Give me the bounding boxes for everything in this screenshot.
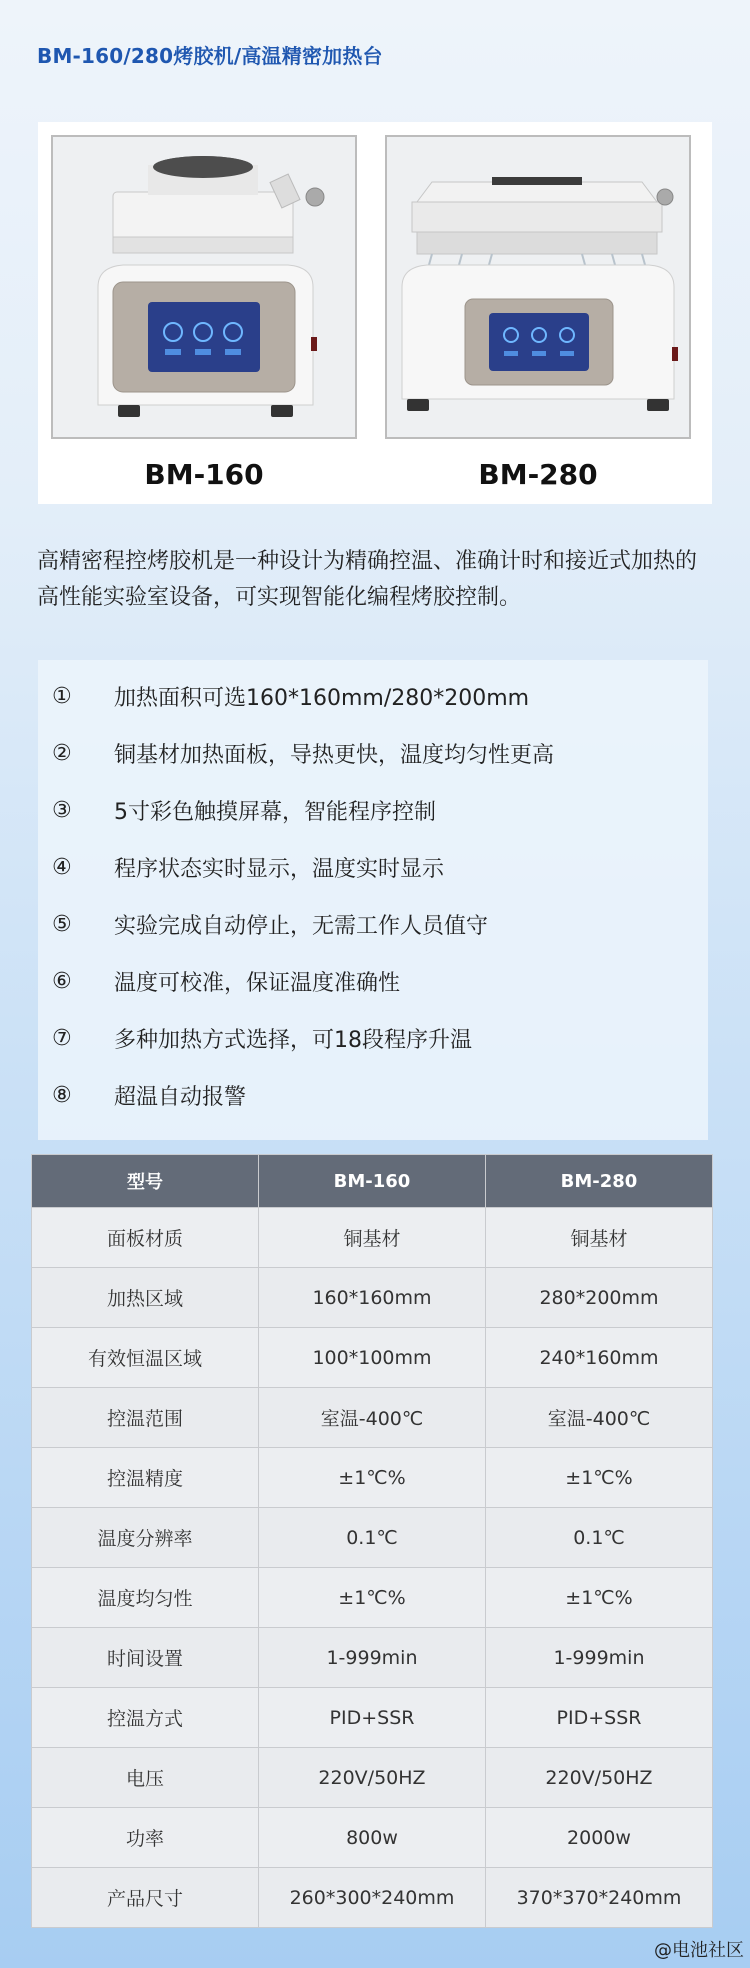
table-cell: 800w [259,1808,486,1868]
feature-item [52,790,436,830]
feature-item [52,904,488,944]
table-cell: 220V/50HZ [486,1748,713,1808]
table-row [32,1688,713,1748]
table-row [32,1508,713,1568]
intro-paragraph: 高精密程控烤胶机是一种设计为精确控温、准确计时和接近式加热的高性能实验室设备，可实现智能化编程烤胶控制。 [37,549,698,610]
table-cell: 220V/50HZ [259,1748,486,1808]
table-cell: 面板材质 [32,1208,259,1268]
table-row [32,1448,713,1508]
table-cell: ±1℃% [259,1568,486,1628]
header-cell-model: 型号 [32,1155,259,1208]
feature-text: 5寸彩色触摸屏幕，智能程序控制 [114,799,436,825]
table-cell: 1-999min [486,1628,713,1688]
table-cell: 0.1℃ [259,1508,486,1568]
table-cell: 260*300*240mm [259,1868,486,1928]
table-cell: 1-999min [259,1628,486,1688]
feature-text: 加热面积可选160*160mm/280*200mm [114,685,530,711]
feature-text: 超温自动报警 [114,1084,247,1110]
table-cell: 0.1℃ [486,1508,713,1568]
table-row [32,1388,713,1448]
feature-number: ⑥ [52,968,72,994]
page-title: BM-160/280烤胶机/高温精密加热台 [37,44,383,68]
product-label-bm280: BM-280 [478,458,598,491]
table-cell: 控温精度 [32,1448,259,1508]
table-cell: 室温-400℃ [486,1388,713,1448]
feature-item [52,733,554,773]
table-cell: 温度分辨率 [32,1508,259,1568]
table-cell: 产品尺寸 [32,1868,259,1928]
table-row [32,1748,713,1808]
feature-item [52,961,400,1001]
table-cell: 160*160mm [259,1268,486,1328]
table-row [32,1568,713,1628]
feature-number: ③ [52,797,72,823]
table-header-row [32,1155,713,1208]
table-cell: 100*100mm [259,1328,486,1388]
watermark: @电池社区 [654,1940,744,1961]
table-cell: 有效恒温区域 [32,1328,259,1388]
feature-number: ⑤ [52,911,72,937]
feature-item [52,1075,246,1115]
feature-number: ② [52,740,72,766]
table-cell: 室温-400℃ [259,1388,486,1448]
feature-list [38,660,708,1140]
table-cell: PID+SSR [486,1688,713,1748]
table-cell: PID+SSR [259,1688,486,1748]
table-cell: 功率 [32,1808,259,1868]
table-cell: 370*370*240mm [486,1868,713,1928]
table-row [32,1208,713,1268]
feature-item [52,676,529,716]
table-cell: 控温范围 [32,1388,259,1448]
feature-number: ⑧ [52,1082,72,1108]
table-cell: ±1℃% [486,1448,713,1508]
table-cell: 240*160mm [486,1328,713,1388]
spec-table [31,1154,713,1928]
table-cell: 时间设置 [32,1628,259,1688]
heating-plate-bm160-illustration [53,137,355,437]
table-cell: 280*200mm [486,1268,713,1328]
product-image-bm280 [385,135,691,439]
product-image-bm160 [51,135,357,439]
table-row [32,1808,713,1868]
table-row [32,1328,713,1388]
table-row [32,1268,713,1328]
feature-text: 实验完成自动停止，无需工作人员值守 [114,913,489,939]
header-cell-bm280: BM-280 [486,1155,713,1208]
table-cell: 铜基材 [259,1208,486,1268]
feature-text: 程序状态实时显示，温度实时显示 [114,856,445,882]
table-cell: 控温方式 [32,1688,259,1748]
table-cell: 电压 [32,1748,259,1808]
feature-text: 多种加热方式选择，可18段程序升温 [114,1027,472,1053]
table-cell: ±1℃% [486,1568,713,1628]
product-image-panel [38,122,712,504]
feature-text: 铜基材加热面板，导热更快，温度均匀性更高 [114,742,555,768]
feature-item [52,847,444,887]
feature-number: ④ [52,854,72,880]
product-label-bm160: BM-160 [144,458,264,491]
table-row [32,1628,713,1688]
table-cell: 铜基材 [486,1208,713,1268]
heating-plate-bm280-illustration [387,137,689,437]
feature-text: 温度可校准，保证温度准确性 [114,970,401,996]
table-cell: ±1℃% [259,1448,486,1508]
table-cell: 温度均匀性 [32,1568,259,1628]
header-cell-bm160: BM-160 [259,1155,486,1208]
feature-item [52,1018,472,1058]
table-cell: 2000w [486,1808,713,1868]
table-row [32,1868,713,1928]
table-cell: 加热区域 [32,1268,259,1328]
feature-number: ① [52,683,72,709]
feature-number: ⑦ [52,1025,72,1051]
